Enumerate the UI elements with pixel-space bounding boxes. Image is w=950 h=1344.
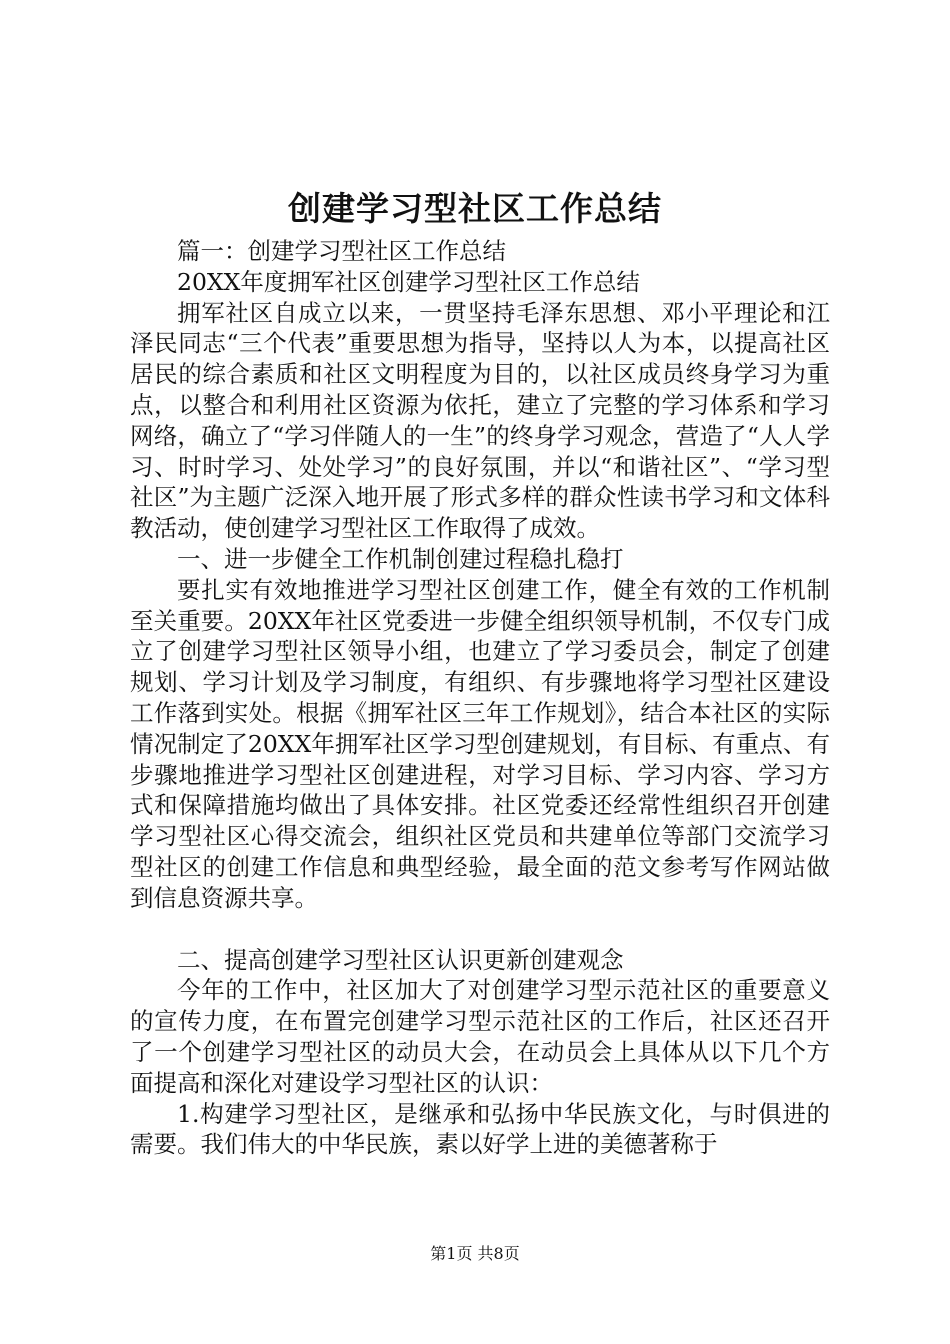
page-number-footer: 第1页 共8页 xyxy=(430,1244,520,1263)
body-paragraph: 今年的工作中，社区加大了对创建学习型示范社区的重要意义的宣传力度，在布置完创建学习型示范社区的工作后，社区还召开了一个创建学习型社区的动员大会，在动员会上具体从以下几个方面提高和深化对建设学习型社区的认识： xyxy=(130,976,830,1097)
section-heading: 篇一：创建学习型社区工作总结 xyxy=(177,237,506,265)
report-subtitle: 20XX年度拥军社区创建学习型社区工作总结 xyxy=(177,267,640,296)
body-paragraph: 1.构建学习型社区，是继承和弘扬中华民族文化，与时俱进的需要。我们伟大的中华民族，素以好学上进的美德著称于 xyxy=(130,1099,830,1159)
section-heading: 一、进一步健全工作机制创建过程稳扎稳打 xyxy=(177,544,624,573)
document-title: 创建学习型社区工作总结 xyxy=(288,189,662,228)
document-body xyxy=(130,236,830,1160)
section-heading: 二、提高创建学习型社区认识更新创建观念 xyxy=(177,945,624,974)
body-paragraph: 要扎实有效地推进学习型社区创建工作，健全有效的工作机制至关重要。20XX年社区党委进一步健全组织领导机制，不仅专门成立了创建学习型社区领导小组，也建立了学习委员会，制定了创建规划、学习计划及学习制度，有组织、有步骤地将学习型社区建设工作落到实处。根据《拥军社区三年工作规划》，结合本社区的实际情况制定了20XX年拥军社区学习型创建规划，有目标、有重点、有步骤地推进学习型社区创建进程，对学习目标、学习内容、学习方式和保障措施均做出了具体安排。社区党委还经常性组织召开创建学习型社区心得交流会，组织社区党员和共建单位等部门交流学习型社区的创建工作信息和典型经验，最全面的范文参考写作网站做到信息资源共享。 xyxy=(130,575,830,912)
body-paragraph: 拥军社区自成立以来，一贯坚持毛泽东思想、邓小平理论和江泽民同志“三个代表”重要思想为指导，坚持以人为本，以提高社区居民的综合素质和社区文明程度为目的，以社区成员终身学习为重点，以整合和利用社区资源为依托，建立了完整的学习体系和学习网络，确立了“学习伴随人的一生”的终身学习观念，营造了“人人学习、时时学习、处处学习”的良好氛围，并以“和谐社区”、“学习型社区”为主题广泛深入地开展了形式多样的群众性读书学习和文体科教活动，使创建学习型社区工作取得了成效。 xyxy=(130,298,830,543)
